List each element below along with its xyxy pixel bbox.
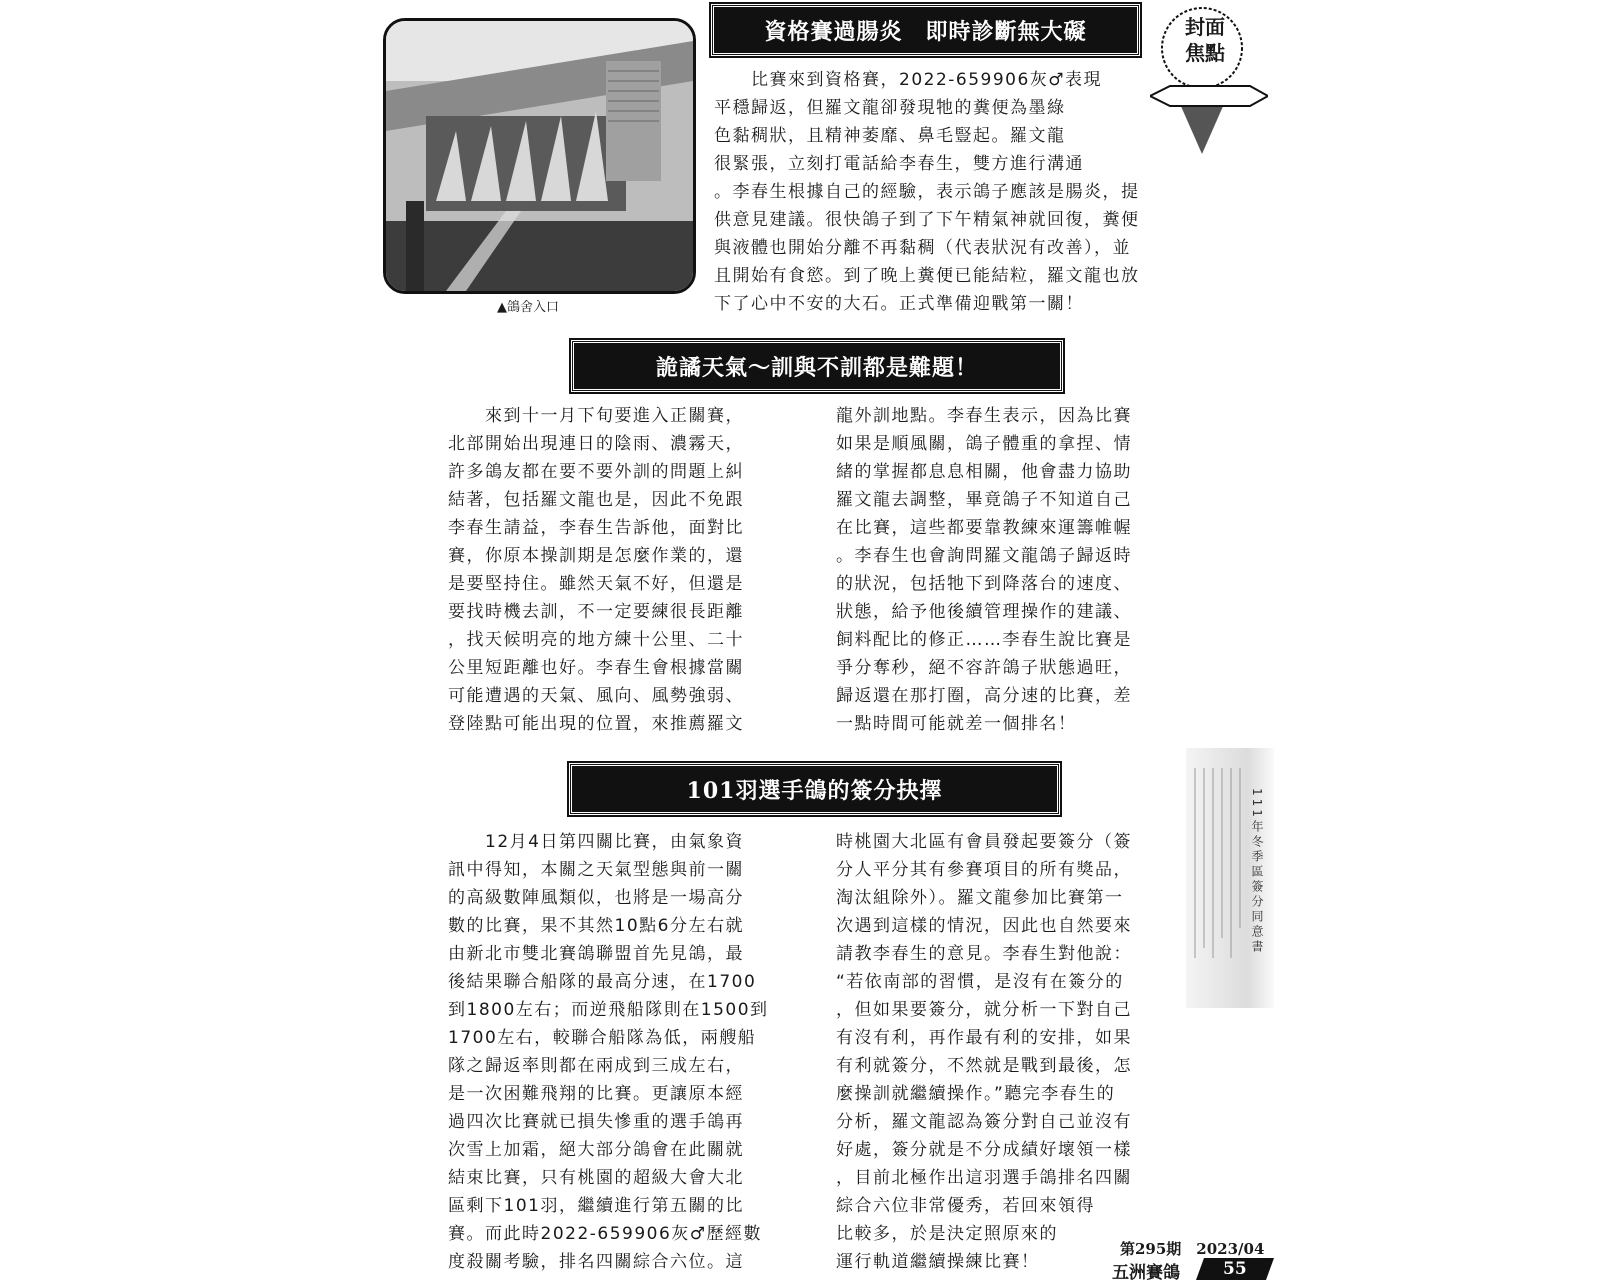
- body-line: 要找時機去訓，不一定要練很長距離: [448, 602, 744, 622]
- body-line: ，目前北極作出這羽選手鴿排名四關: [836, 1168, 1132, 1188]
- body-line: 歸返還在那打圈，高分速的比賽，差: [836, 686, 1132, 706]
- body-line: 後結果聯合船隊的最高分速，在1700: [448, 972, 757, 992]
- body-line: 許多鴿友都在要不要外訓的問題上糾: [448, 462, 744, 482]
- body-line: 緒的掌握都息息相關，他會盡力協助: [836, 462, 1132, 482]
- body-line: 時桃園大北區有會員發起要簽分（簽: [836, 832, 1132, 852]
- body-line: 由新北市雙北賽鴿聯盟首先見鴿，最: [448, 944, 744, 964]
- body-line: 的狀況，包括牠下到降落台的速度、: [836, 574, 1132, 594]
- body-line: 來到十一月下旬要進入正關賽，: [448, 406, 744, 426]
- body-line: 如果是順風關，鴿子體重的拿捏、情: [836, 434, 1132, 454]
- body-line: 好處，簽分就是不分成績好壞領一樣: [836, 1140, 1132, 1160]
- body-line: 有利就簽分，不然就是戰到最後，怎: [836, 1056, 1132, 1076]
- body-line: 。李春生根據自己的經驗，表示鴿子應該是腸炎，提: [714, 182, 1140, 202]
- body-line: 飼料配比的修正……李春生說比賽是: [836, 630, 1132, 650]
- body-line: 度殺關考驗，排名四關綜合六位。這: [448, 1252, 744, 1272]
- section-3-heading: 101羽選手鴿的簽分抉擇: [569, 763, 1060, 815]
- clipping-text: 111年冬季區簽分同意書: [1250, 788, 1264, 955]
- magazine-brand: 五洲賽鴿: [1112, 1263, 1180, 1283]
- body-line: 分人平分其有參賽項目的所有獎品，: [836, 860, 1132, 880]
- body-line: 是一次困難飛翔的比賽。更讓原本經: [448, 1084, 744, 1104]
- body-line: 龍外訓地點。李春生表示，因為比賽: [836, 406, 1132, 426]
- body-line: “若依南部的習慣，是沒有在簽分的: [836, 972, 1124, 992]
- body-line: 是要堅持住。雖然天氣不好，但還是: [448, 574, 744, 594]
- section-3-column-2: [836, 828, 1132, 1276]
- body-line: 有沒有利，再作最有利的安排，如果: [836, 1028, 1132, 1048]
- body-line: 區剩下101羽，繼續進行第五關的比: [448, 1196, 744, 1216]
- body-line: 比賽來到資格賽，2022-659906灰♂表現: [714, 70, 1103, 90]
- badge-line-1: 封面: [1185, 15, 1225, 39]
- body-line: 次遇到這樣的情況，因此也自然要來: [836, 916, 1132, 936]
- loft-entrance-illustration: [386, 21, 693, 291]
- body-line: 結束比賽，只有桃園的超級大會大北: [448, 1168, 744, 1188]
- body-line: 12月4日第四關比賽，由氣象資: [448, 832, 744, 852]
- issue-info: 第295期 2023/04: [1120, 1240, 1265, 1258]
- body-line: 數的比賽，果不其然10點6分左右就: [448, 916, 744, 936]
- body-line: 下了心中不安的大石。正式準備迎戰第一關！: [714, 294, 1084, 314]
- body-line: 運行軌道繼續操練比賽！: [836, 1252, 1040, 1272]
- body-line: 結著，包括羅文龍也是，因此不免跟: [448, 490, 744, 510]
- page-number-text: 55: [1223, 1259, 1247, 1279]
- body-line: 到1800左右；而逆飛船隊則在1500到: [448, 1000, 769, 1020]
- body-line: 李春生請益，李春生告訴他，面對比: [448, 518, 744, 538]
- page-number: [1196, 1258, 1274, 1280]
- body-line: 北部開始出現連日的陰雨、濃霧天，: [448, 434, 744, 454]
- body-line: 可能遭遇的天氣、風向、風勢強弱、: [448, 686, 744, 706]
- body-line: 狀態，給予他後續管理操作的建議、: [836, 602, 1132, 622]
- body-line: 。李春生也會詢問羅文龍鴿子歸返時: [836, 546, 1132, 566]
- clipping-scribbles: [1190, 758, 1250, 998]
- body-line: 綜合六位非常優秀，若回來領得: [836, 1196, 1095, 1216]
- badge-line-2: 焦點: [1185, 41, 1225, 65]
- body-line: 供意見建議。很快鴿子到了下午精氣神就回復，糞便: [714, 210, 1140, 230]
- body-line: 與液體也開始分離不再黏稠（代表狀況有改善），並: [714, 238, 1131, 258]
- body-line: 次雪上加霜，絕大部分鴿會在此關就: [448, 1140, 744, 1160]
- body-line: 訊中得知，本關之天氣型態與前一關: [448, 860, 744, 880]
- body-line: 公里短距離也好。李春生會根據當關: [448, 658, 744, 678]
- body-line: 很緊張，立刻打電話給李春生，雙方進行溝通: [714, 154, 1084, 174]
- body-line: 請教李春生的意見。李春生對他說：: [836, 944, 1132, 964]
- body-line: 隊之歸返率則都在兩成到三成左右，: [448, 1056, 744, 1076]
- body-line: 且開始有食慾。到了晚上糞便已能結粒，羅文龍也放: [714, 266, 1140, 286]
- body-line: 賽。而此時2022-659906灰♂歷經數: [448, 1224, 763, 1244]
- body-line: 麼操訓就繼續操作。”聽完李春生的: [836, 1084, 1116, 1104]
- agreement-clipping: [1186, 748, 1274, 1008]
- body-line: 登陸點可能出現的位置，來推薦羅文: [448, 714, 744, 734]
- photo-caption: ▲鴿舍入口: [497, 300, 559, 315]
- body-line: 1700左右，較聯合船隊為低，兩艘船: [448, 1028, 757, 1048]
- section-1-body: [714, 66, 1140, 318]
- body-line: 淘汰組除外）。羅文龍參加比賽第一: [836, 888, 1124, 908]
- body-line: 爭分奪秒，絕不容許鴿子狀態過旺，: [836, 658, 1132, 678]
- body-line: 比較多，於是決定照原來的: [836, 1224, 1058, 1244]
- body-line: 的高級數陣風類似，也將是一場高分: [448, 888, 744, 908]
- section-3-column-1: [448, 828, 769, 1276]
- body-line: 分析，羅文龍認為簽分對自己並沒有: [836, 1112, 1132, 1132]
- section-2-column-2: [836, 402, 1132, 738]
- loft-entrance-photo: [383, 18, 696, 294]
- body-line: 過四次比賽就已損失慘重的選手鴿再: [448, 1112, 744, 1132]
- section-2-heading: 詭譎天氣～訓與不訓都是難題！: [571, 340, 1063, 392]
- badge-label: [1170, 14, 1240, 66]
- section-1-heading: 資格賽過腸炎 即時診斷無大礙: [711, 4, 1140, 56]
- body-line: 賽，你原本操訓期是怎麼作業的，還: [448, 546, 744, 566]
- body-line: 平穩歸返，但羅文龍卻發現牠的糞便為墨綠: [714, 98, 1066, 118]
- body-line: 色黏稠狀，且精神萎靡、鼻毛豎起。羅文龍: [714, 126, 1066, 146]
- body-line: 在比賽，這些都要靠教練來運籌帷幄: [836, 518, 1132, 538]
- body-line: 羅文龍去調整，畢竟鴿子不知道自己: [836, 490, 1132, 510]
- body-line: ，但如果要簽分，就分析一下對自己: [836, 1000, 1132, 1020]
- body-line: 一點時間可能就差一個排名！: [836, 714, 1077, 734]
- section-2-column-1: [448, 402, 744, 738]
- body-line: ，找天候明亮的地方練十公里、二十: [448, 630, 744, 650]
